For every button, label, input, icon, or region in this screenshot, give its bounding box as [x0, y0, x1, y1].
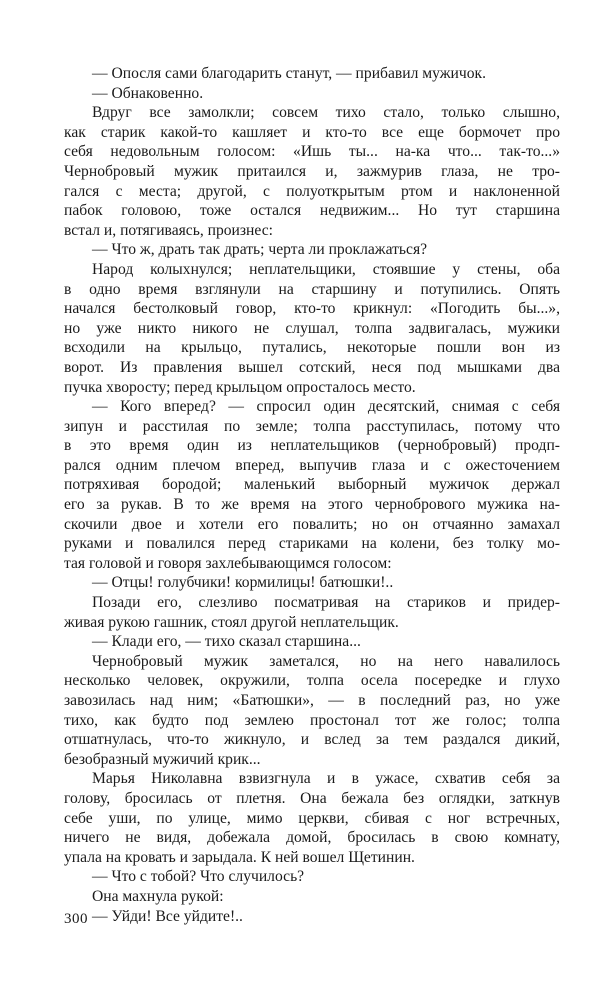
text-line: несколько человек, окружили, толпа осела посередке и глухо — [64, 672, 560, 690]
text-line: руками и повалился перед стариками на колени, без толку мо- — [64, 535, 560, 553]
text-line: себя недовольным голосом: «Ишь ты... на-ка что... так-то...» — [64, 143, 560, 161]
text-line: — Клади его, — тихо сказал старшина... — [92, 633, 361, 651]
text-line: встал и, потягиваясь, произнес: — [64, 221, 273, 239]
paragraph — [64, 593, 560, 632]
text-line: безобразный мужичий крик... — [64, 750, 261, 768]
paragraph — [64, 573, 560, 593]
text-line: — Что ж, драть так драть; черта ли проклажаться? — [92, 241, 428, 259]
paragraph — [64, 260, 560, 397]
text-line: гался с места; другой, с полуоткрытым ртом и наклоненной — [64, 182, 560, 200]
page-number: 300 — [64, 911, 88, 927]
text-line: начался бестолковый говор, кто-то крикнул: «Погодить бы...», — [64, 300, 560, 318]
text-line: как старик какой-то кашляет и кто-то все еще бормочет про — [64, 123, 560, 141]
text-line: ворот. Из правления вышел сотский, неся под мышками два — [64, 358, 560, 376]
text-line: — Кого вперед? — спросил один десятский, снимая с себя — [92, 398, 560, 416]
text-line: Марья Николавна взвизгнула и в ужасе, схватив себя за — [92, 770, 560, 788]
text-line: себе уши, по улице, мимо церкви, сбивая с ног встречных, — [64, 809, 560, 827]
text-line: — Обнаковенно. — [92, 84, 204, 102]
text-line: Чернобровый мужик заметался, но на него навалилось — [92, 652, 560, 670]
paragraph — [64, 64, 560, 84]
text-line: Позади его, слезливо посматривая на стариков и придер- — [92, 594, 560, 612]
text-line: Чернобровый мужик притаился и, зажмурив глаза, не тро- — [64, 162, 560, 180]
text-line: Народ колыхнулся; неплательщики, стоявшие у стены, оба — [92, 260, 560, 278]
paragraph — [64, 867, 560, 887]
text-line: упала на кровать и зарыдала. К ней вошел Щетинин. — [64, 848, 415, 866]
text-line: завозилась над ним; «Батюшки», — в последний раз, но уже — [64, 692, 560, 709]
text-line: пучка хворосту; перед крыльцом опросталось место. — [64, 378, 416, 396]
paragraph — [64, 769, 560, 867]
text-line: в это время один из неплательщиков (чернобровый) продп- — [64, 437, 560, 455]
text-line: пабок головою, тоже остался недвижим... Но тут старшина — [64, 202, 560, 220]
paragraph — [64, 907, 560, 927]
text-line: Она махнула рукой: — [92, 887, 224, 905]
text-line: зипун и расстилая по земле; толпа расступилась, потому что — [64, 417, 560, 435]
text-line: тихо, как будто под землею простонал тот же голос; толпа — [64, 711, 560, 729]
text-line: всходили на крыльцо, путались, некоторые пошли вон из — [64, 339, 560, 357]
text-line: — Опосля сами благодарить станут, — прибавил мужичок. — [92, 65, 486, 82]
text-line: в одно время взглянули на старшину и потупились. Опять — [64, 280, 560, 298]
text-line: ничего не видя, добежала домой, бросилась в свою комнату, — [64, 829, 560, 847]
paragraph — [64, 103, 560, 240]
paragraph — [64, 240, 560, 260]
text-line: голову, бросилась от плетня. Она бежала без оглядки, заткнув — [64, 789, 560, 807]
text-line: Вдруг все замолкли; совсем тихо стало, только слышно, — [92, 104, 560, 122]
paragraph — [64, 397, 560, 573]
text-line: — Что с тобой? Что случилось? — [92, 868, 305, 886]
text-line: скочили двое и хотели его повалить; но он отчаянно замахал — [64, 515, 560, 533]
body-text — [64, 64, 560, 926]
text-line: — Отцы! голубчики! кормилицы! батюшки!.. — [92, 574, 394, 592]
paragraph — [64, 84, 560, 104]
paragraph — [64, 632, 560, 652]
text-line: рался одним плечом вперед, выпучив глаза и с ожесточением — [64, 456, 560, 474]
paragraph — [64, 652, 560, 770]
text-line: — Уйди! Все уйдите!.. — [92, 907, 243, 925]
text-line: живая рукою гашник, стоял другой неплательщик. — [64, 613, 399, 631]
text-line: его за рукав. В то же время на этого чернобрового мужика на- — [64, 496, 560, 514]
paragraph — [64, 887, 560, 907]
text-line: отшатнулась, что-то жикнуло, и вслед за тем раздался дикий, — [64, 731, 560, 749]
text-line: тая головой и говоря захлебывающимся голосом: — [64, 554, 392, 572]
text-line: но уже никто никого не слушал, толпа задвигалась, мужики — [64, 319, 560, 337]
text-line: потряхивая бородой; маленький выборный мужичок держал — [64, 476, 560, 494]
